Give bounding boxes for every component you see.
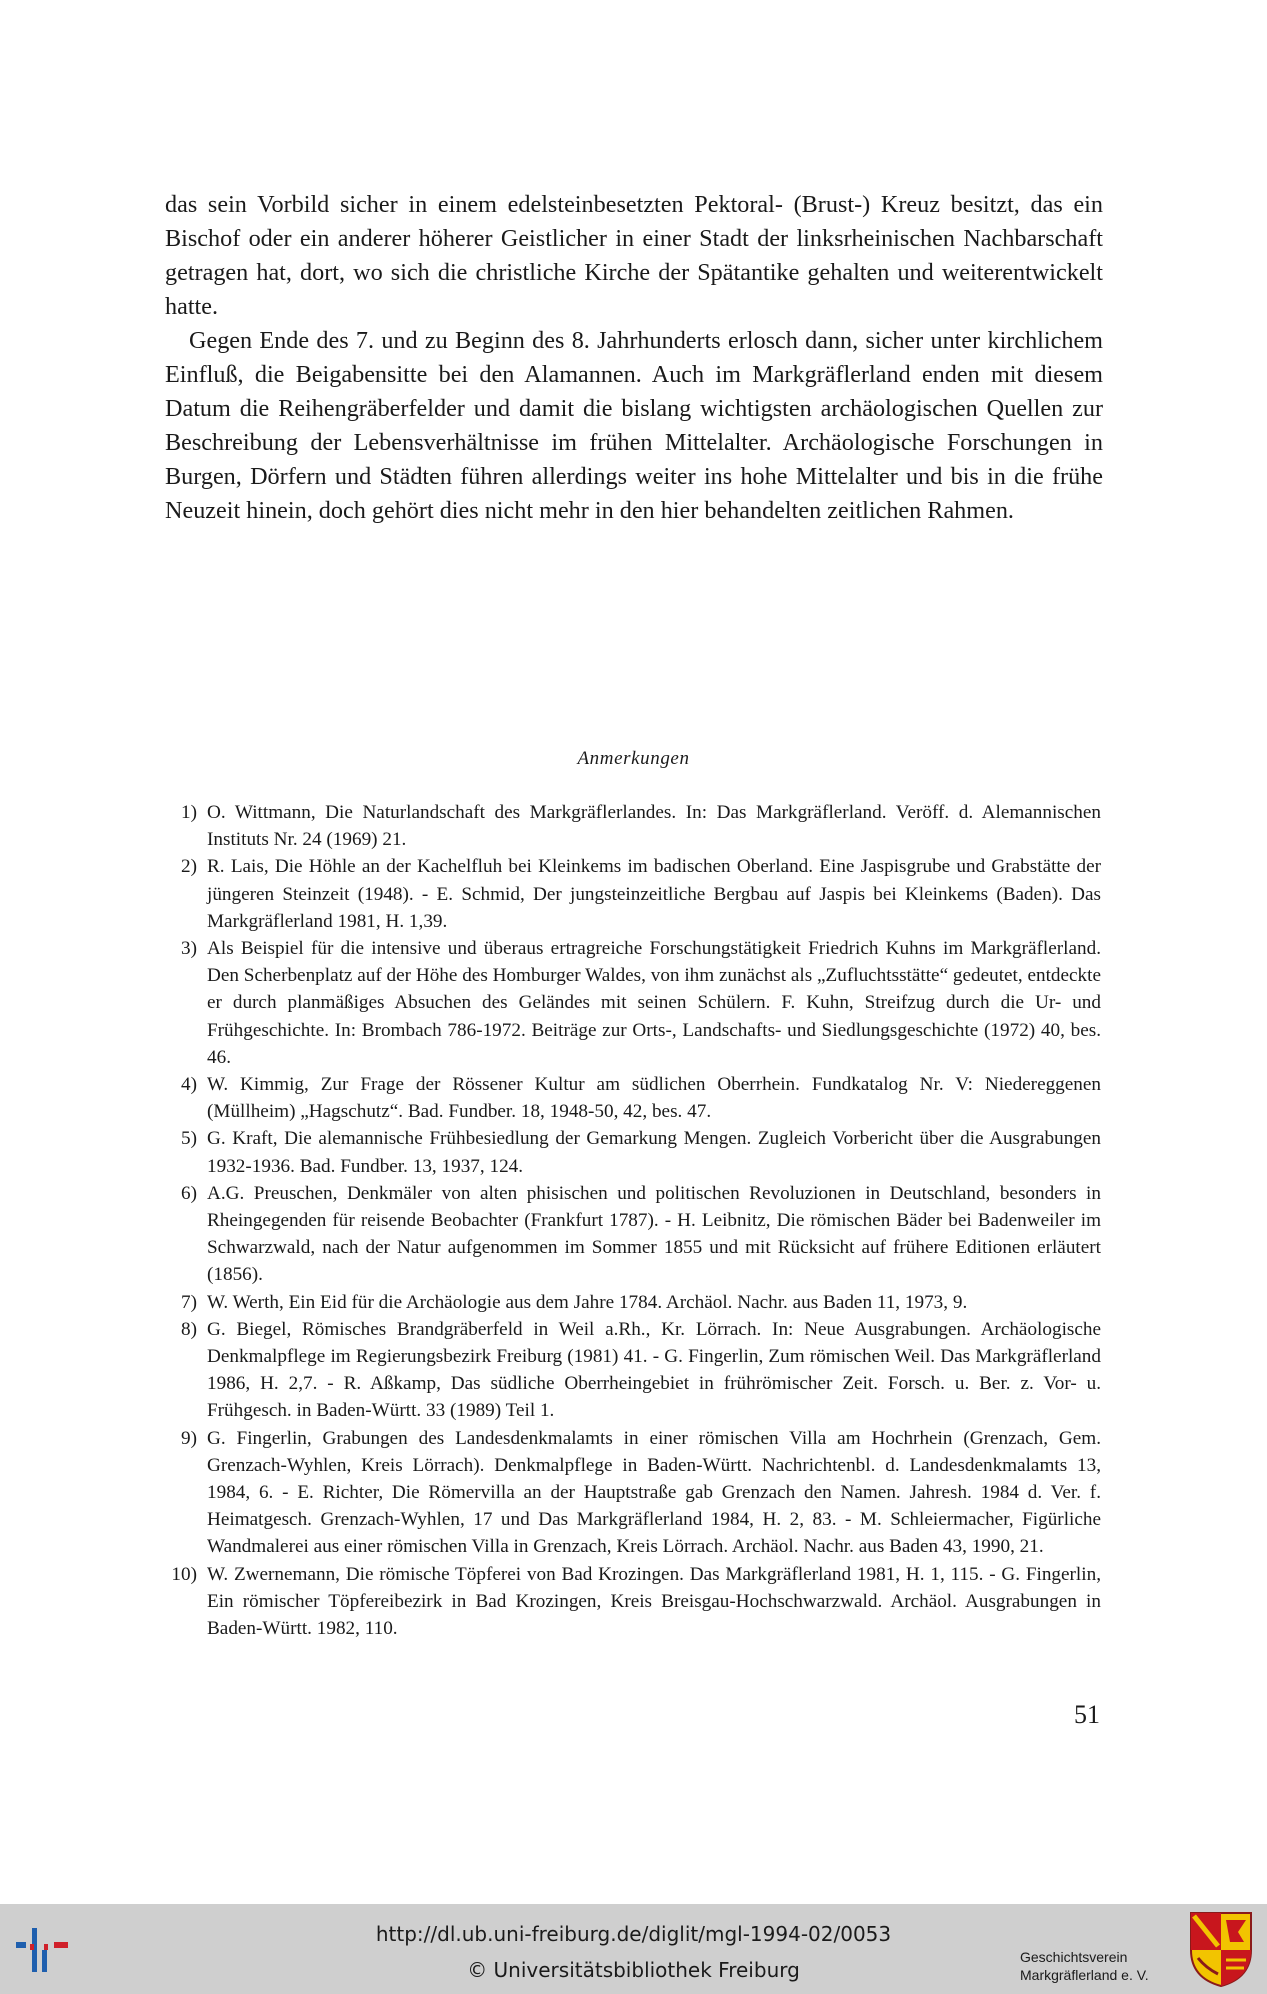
- note-text: G. Kraft, Die alemannische Frühbesiedlung der Gemarkung Mengen. Zugleich Vorbericht über die Ausgrabungen 1932-1936. Bad. Fundber. 13, 1937, 124.: [207, 1128, 1101, 1177]
- note-item: [163, 1289, 1101, 1316]
- note-number: 5): [181, 1128, 197, 1150]
- note-number: 2): [181, 856, 197, 878]
- note-number: 9): [181, 1427, 197, 1449]
- note-number: 10): [171, 1563, 197, 1585]
- note-number: 6): [181, 1182, 197, 1204]
- coat-of-arms-icon: [1188, 1910, 1254, 1988]
- note-number: 1): [181, 802, 197, 823]
- note-text: W. Kimmig, Zur Frage der Rössener Kultur am südlichen Oberrhein. Fundkatalog Nr. V: Niedereggenen (Müllheim) „Hagschutz“. Bad. Fundber. 18, 1948-50, 42, bes. 47.: [207, 1074, 1101, 1123]
- page-number: 51: [1074, 1700, 1100, 1729]
- note-number: 7): [181, 1291, 197, 1313]
- note-number: 3): [181, 938, 197, 960]
- note-item: [163, 1125, 1101, 1179]
- note-number: 8): [181, 1318, 197, 1340]
- notes-list: [163, 799, 1101, 1642]
- note-item: [163, 935, 1101, 1071]
- note-text: Als Beispiel für die intensive und überaus ertragreiche Forschungstätigkeit Friedrich Kuhns im Markgräflerland. Den Scherbenplatz auf der Höhe des Homburger Waldes, von ihm zunächst als „Zufluchtsstätte“ gedeutet, entdeckte er durch planmäßiges Absuchen des Geländes mit seinen Schülern. F. Kuhn, Streifzug durch die Ur- und Frühgeschichte. In: Brombach 786-1972. Beiträge zur Orts-, Landschafts- und Siedlungsgeschichte (1972) 40, bes. 46.: [207, 938, 1101, 1068]
- footer-url-link[interactable]: http://dl.ub.uni-freiburg.de/diglit/mgl-1994-02/0053: [375, 1922, 892, 1946]
- body-text: [165, 188, 1103, 528]
- note-number: 4): [181, 1074, 197, 1096]
- note-text: G. Biegel, Römisches Brandgräberfeld in Weil a.Rh., Kr. Lörrach. In: Neue Ausgrabungen. Archäologische Denkmalpflege im Regierungsbezirk Freiburg (1981) 41. - G. Fingerlin, Zum römischen Weil. Das Markgräflerland 1986, H. 2,7. - R. Aßkamp, Das südliche Oberrheingebiet in frührömischer Zeit. Forsch. u. Ber. z. Vor- u. Frühgesch. in Baden-Württ. 33 (1989) Teil 1.: [207, 1318, 1101, 1422]
- note-text: A.G. Preuschen, Denkmäler von alten phisischen und politischen Revoluzionen in Deutschland, besonders in Rheingegenden für reisende Beobachter (Frankfurt 1787). - H. Leibnitz, Die römischen Bäder bei Badenweiler im Schwarzwald, nach der Natur aufgenommen im Sommer 1855 und mit Rücksicht auf frühere Editionen erläutert (1856).: [207, 1182, 1101, 1286]
- society-name-line1: Geschichtsverein: [1020, 1949, 1128, 1965]
- note-text: G. Fingerlin, Grabungen des Landesdenkmalamts in einer römischen Villa am Hochrhein (Grenzach, Gem. Grenzach-Wyhlen, Kreis Lörrach). Denkmalpflege in Baden-Württ. Nachrichtenbl. d. Landesdenkmalamts 13, 1984, 6. - E. Richter, Die Römervilla an der Hauptstraße gab Grenzach den Namen. Jahresh. 1984 d. Ver. f. Heimatgesch. Grenzach-Wyhlen, 17 und Das Markgräflerland 1984, H. 2, 83. - M. Schleiermacher, Figürliche Wandmalerei aus einer römischen Villa in Grenzach, Kreis Lörrach. Archäol. Nachr. aus Baden 43, 1990, 21.: [207, 1427, 1101, 1558]
- note-text: O. Wittmann, Die Naturlandschaft des Markgräflerlandes. In: Das Markgräflerland. Veröff. d. Alemannischen Instituts Nr. 24 (1969) 21.: [207, 802, 1101, 851]
- note-item: [163, 853, 1101, 935]
- society-name: [1020, 1948, 1180, 1984]
- note-item: [163, 799, 1101, 853]
- note-text: W. Werth, Ein Eid für die Archäologie aus dem Jahre 1784. Archäol. Nachr. aus Baden 11, 1973, 9.: [207, 1291, 968, 1313]
- note-item: [163, 1561, 1101, 1643]
- note-text: W. Zwernemann, Die römische Töpferei von Bad Krozingen. Das Markgräflerland 1981, H. 1, 115. - G. Fingerlin, Ein römischer Töpfereibezirk in Bad Krozingen, Kreis Breisgau-Hochschwarzwald. Archäol. Ausgrabungen in Baden-Württ. 1982, 110.: [207, 1563, 1101, 1640]
- notes-heading: Anmerkungen: [577, 748, 690, 769]
- body-paragraph: Gegen Ende des 7. und zu Beginn des 8. Jahrhunderts erlosch dann, sicher unter kirchlichem Einfluß, die Beigabensitte bei den Alamannen. Auch im Markgräflerland enden mit diesem Datum die Reihengräberfelder und damit die bislang wichtigsten archäologischen Quellen zur Beschreibung der Lebensverhältnisse im frühen Mittelalter. Archäologische Forschungen in Burgen, Dörfern und Städten führen allerdings weiter ins hohe Mittelalter und bis in die frühe Neuzeit hinein, doch gehört dies nicht mehr in den hier behandelten zeitlichen Rahmen.: [165, 327, 1103, 524]
- note-text: R. Lais, Die Höhle an der Kachelfluh bei Kleinkems im badischen Oberland. Eine Jaspisgrube und Grabstätte der jüngeren Steinzeit (1948). - E. Schmid, Der jungsteinzeitliche Bergbau auf Jaspis bei Kleinkems (Baden). Das Markgräflerland 1981, H. 1,39.: [207, 856, 1101, 932]
- footer-copyright: © Universitätsbibliothek Freiburg: [467, 1958, 800, 1982]
- note-item: [163, 1180, 1101, 1289]
- note-item: [163, 1071, 1101, 1125]
- note-item: [163, 1316, 1101, 1425]
- body-paragraph: das sein Vorbild sicher in einem edelsteinbesetzten Pektoral- (Brust-) Kreuz besitzt, das ein Bischof oder ein anderer höherer Geistlicher in einer Stadt der linksrheinischen Nachbarschaft getragen hat, dort, wo sich die christliche Kirche der Spätantike gehalten und weiterentwickelt hatte.: [165, 191, 1103, 320]
- society-name-line2: Markgräflerland e. V.: [1020, 1967, 1149, 1983]
- note-item: [163, 1425, 1101, 1561]
